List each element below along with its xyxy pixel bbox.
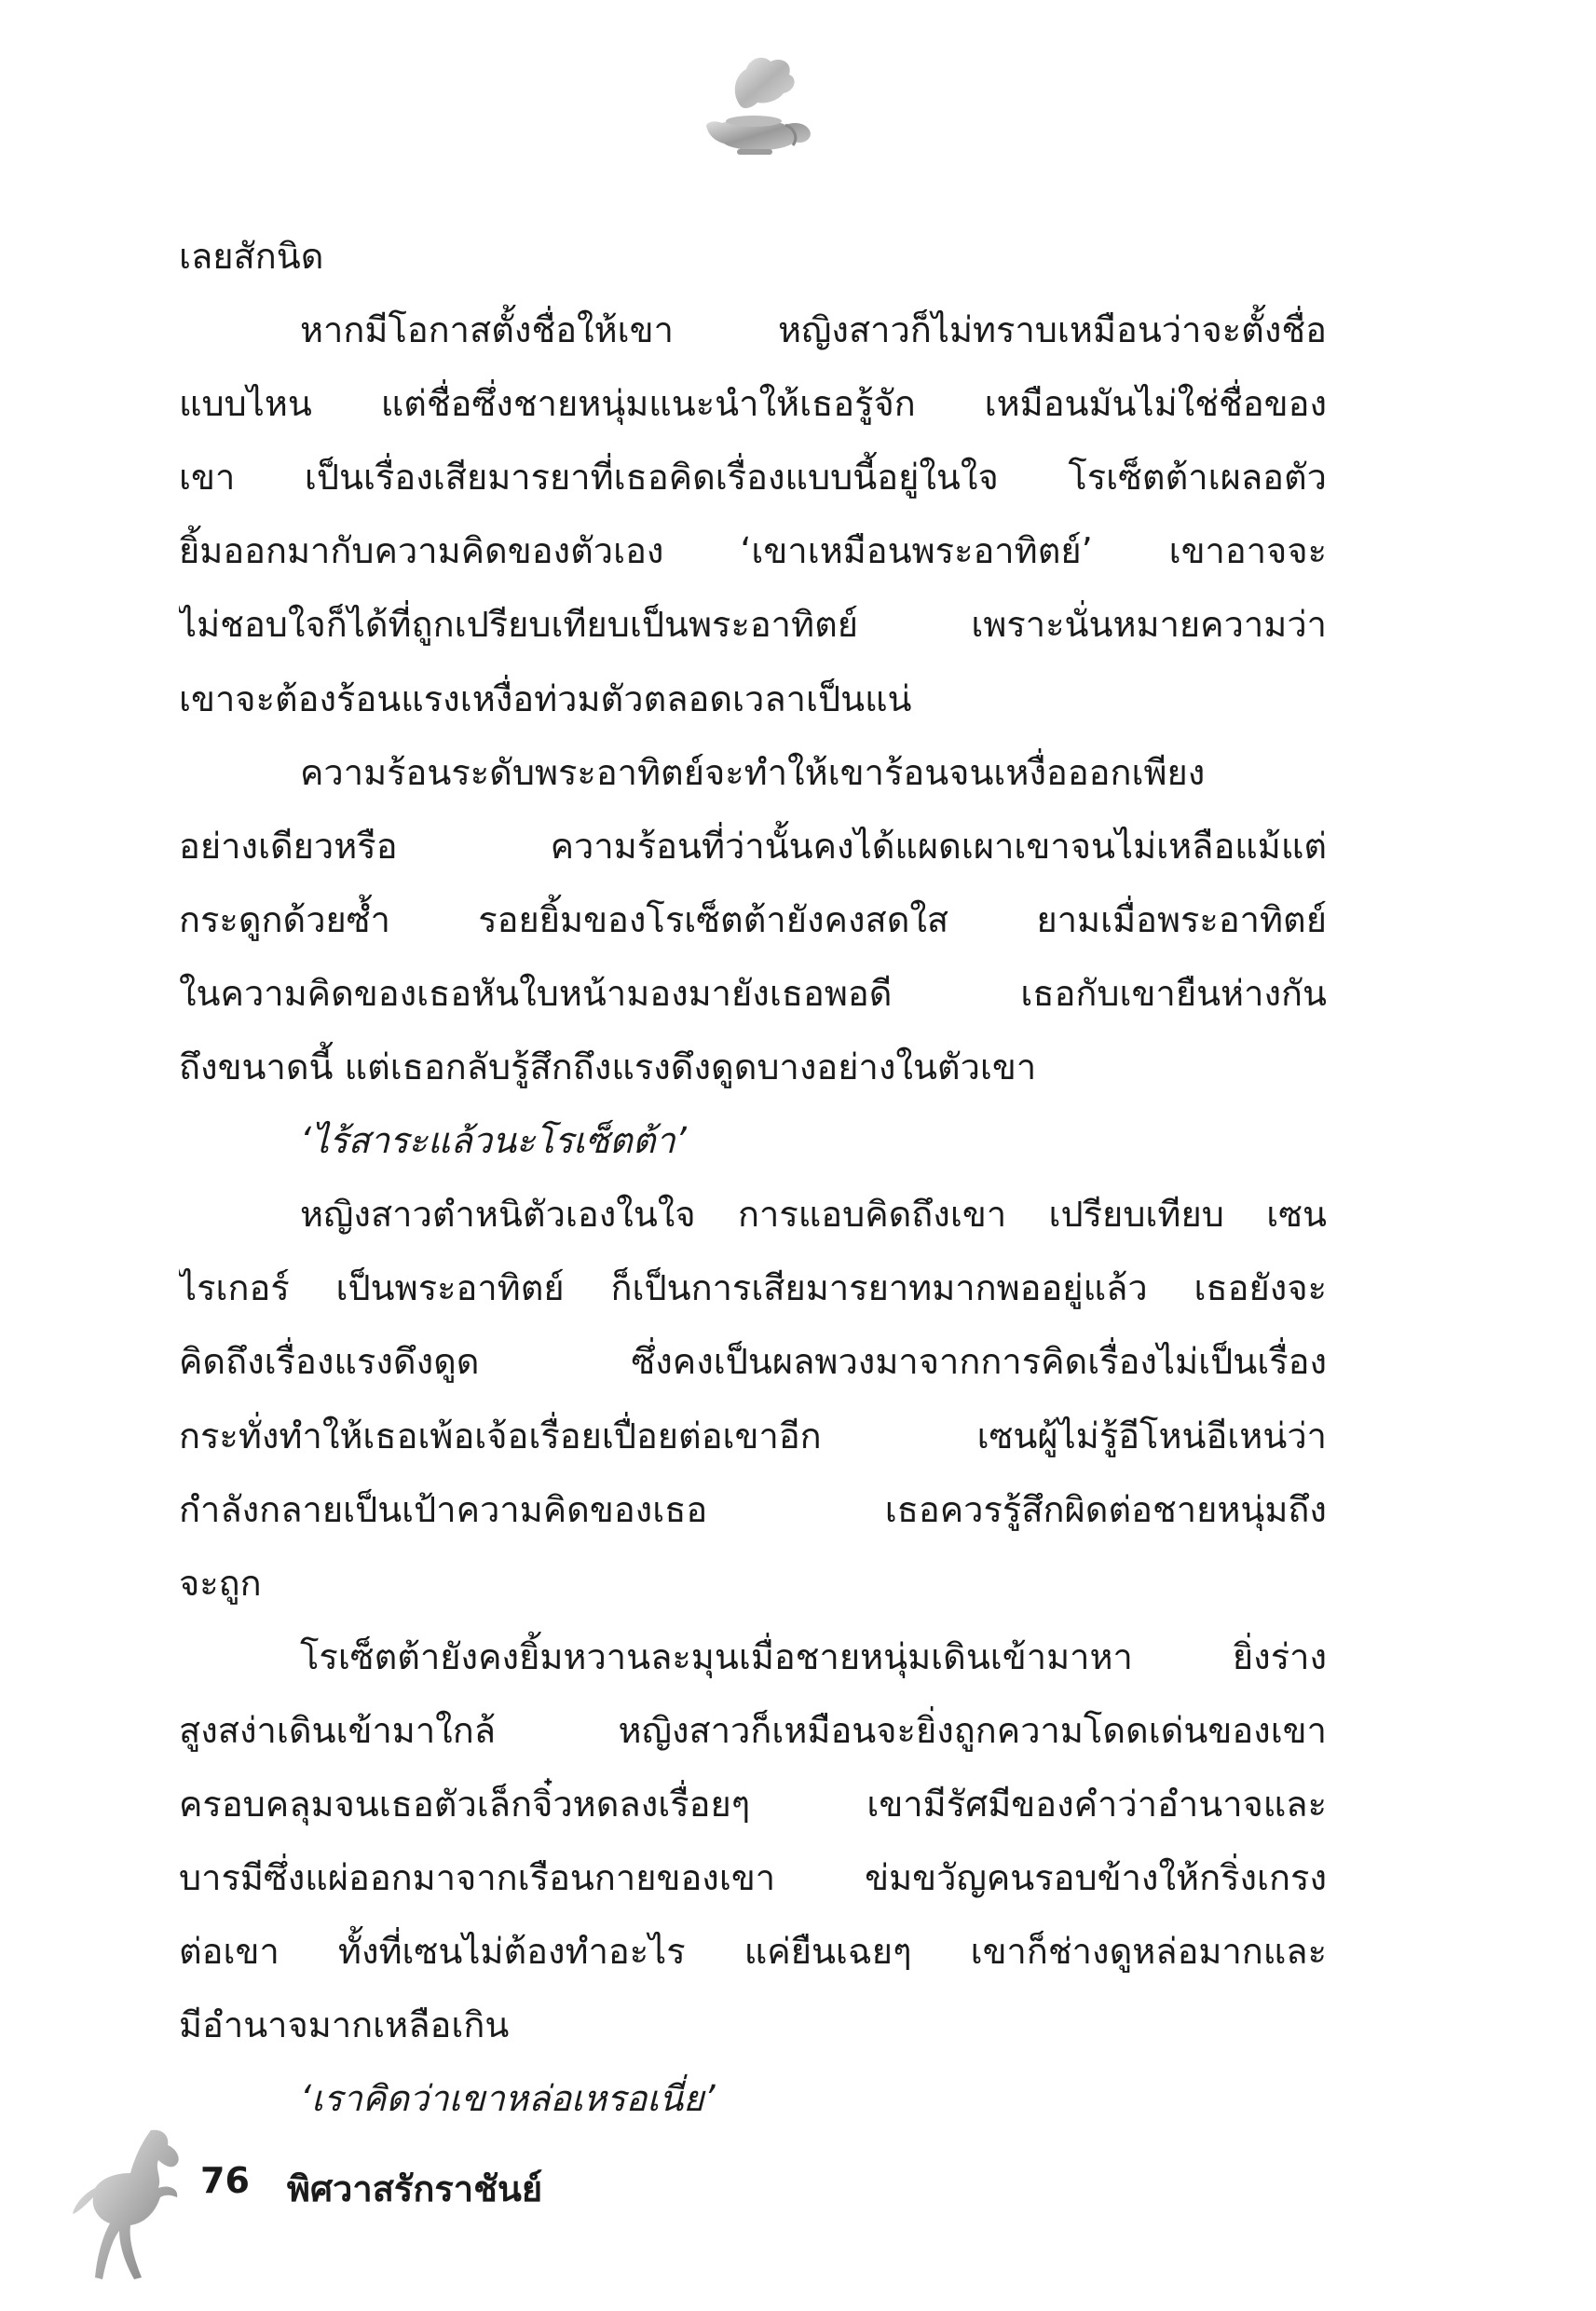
text-line: ความร้อนระดับพระอาทิตย์จะทำให้เขาร้อนจนเหงื่อออกเพียง [300,751,1206,793]
text-line: หญิงสาวตำหนิตัวเองในใจ การแอบคิดถึงเขา เปรียบเทียบ เซน [300,1194,1327,1236]
page-number: 76 [200,2160,250,2201]
text-line: สูงสง่าเดินเข้ามาใกล้ หญิงสาวก็เหมือนจะยิ่งถูกความโดดเด่นของเขา [179,1709,1327,1751]
genie-lamp-icon [685,48,825,165]
text-line: จะถูก [179,1562,262,1604]
text-line: ถึงขนาดนี้ แต่เธอกลับรู้สึกถึงแรงดึงดูดบางอย่างในตัวเขา [179,1046,1037,1088]
text-line: ‘ไร้สาระแล้วนะโรเซ็ตต้า’ [300,1120,687,1162]
text-line: เลยสักนิด [179,236,324,277]
text-line: กำลังกลายเป็นเป้าความคิดของเธอ เธอควรรู้สึกผิดต่อชายหนุ่มถึง [179,1488,1327,1530]
text-line: โรเซ็ตต้ายังคงยิ้มหวานละมุนเมื่อชายหนุ่มเดินเข้ามาหา ยิ่งร่าง [300,1635,1327,1677]
text-line: ไรเกอร์ เป็นพระอาทิตย์ ก็เป็นการเสียมารยาทมากพออยู่แล้ว เธอยังจะ [179,1267,1327,1309]
text-line: คิดถึงเรื่องแรงดึงดูด ซึ่งคงเป็นผลพวงมาจากการคิดเรื่องไม่เป็นเรื่อง [179,1341,1327,1383]
text-line: หากมีโอกาสตั้งชื่อให้เขา หญิงสาวก็ไม่ทราบเหมือนว่าจะตั้งชื่อ [300,309,1327,351]
text-line: ต่อเขา ทั้งที่เซนไม่ต้องทำอะไร แค่ยืนเฉยๆ เขาก็ช่างดูหล่อมากและ [179,1931,1327,1973]
book-title: พิศวาสรักราชันย์ [286,2168,543,2209]
text-line: ยิ้มออกมากับความคิดของตัวเอง ‘เขาเหมือนพระอาทิตย์’ เขาอาจจะ [179,530,1327,572]
text-line: กระทั่งทำให้เธอเพ้อเจ้อเรื่อยเปื่อยต่อเขาอีก เซนผู้ไม่รู้อีโหน่อีเหน่ว่า [179,1415,1327,1456]
body-text [179,220,1327,2136]
text-line: เขา เป็นเรื่องเสียมารยาที่เธอคิดเรื่องแบบนี้อยู่ในใจ โรเซ็ตต้าเผลอตัว [179,457,1327,499]
page-footer [200,2160,542,2217]
text-line: ไม่ชอบใจก็ได้ที่ถูกเปรียบเทียบเป็นพระอาทิตย์ เพราะนั่นหมายความว่า [179,604,1327,646]
text-line: เขาจะต้องร้อนแรงเหงื่อท่วมตัวตลอดเวลาเป็นแน่ [179,677,912,719]
text-line: มีอำนาจมากเหลือเกิน [179,2004,510,2046]
text-line: กระดูกด้วยซ้ำ รอยยิ้มของโรเซ็ตต้ายังคงสดใส ยามเมื่อพระอาทิตย์ [179,898,1327,940]
text-line: บารมีซึ่งแผ่ออกมาจากเรือนกายของเขา ข่มขวัญคนรอบข้างให้กริ่งเกรง [179,1857,1327,1899]
text-line: อย่างเดียวหรือ ความร้อนที่ว่านั้นคงได้แผดเผาเขาจนไม่เหลือแม้แต่ [179,825,1327,867]
text-line: แบบไหน แต่ชื่อซึ่งชายหนุ่มแนะนำให้เธอรู้จัก เหมือนมันไม่ใช่ชื่อของ [179,383,1327,425]
text-line: ในความคิดของเธอหันใบหน้ามองมายังเธอพอดี เธอกับเขายืนห่างกัน [179,972,1327,1014]
text-line: ‘เราคิดว่าเขาหล่อเหรอเนี่ย’ [300,2078,716,2120]
text-line: ครอบคลุมจนเธอตัวเล็กจิ๋วหดลงเรื่อยๆ เขามีรัศมีของคำว่าอำนาจและ [179,1783,1327,1825]
rearing-horse-icon [65,2123,196,2290]
